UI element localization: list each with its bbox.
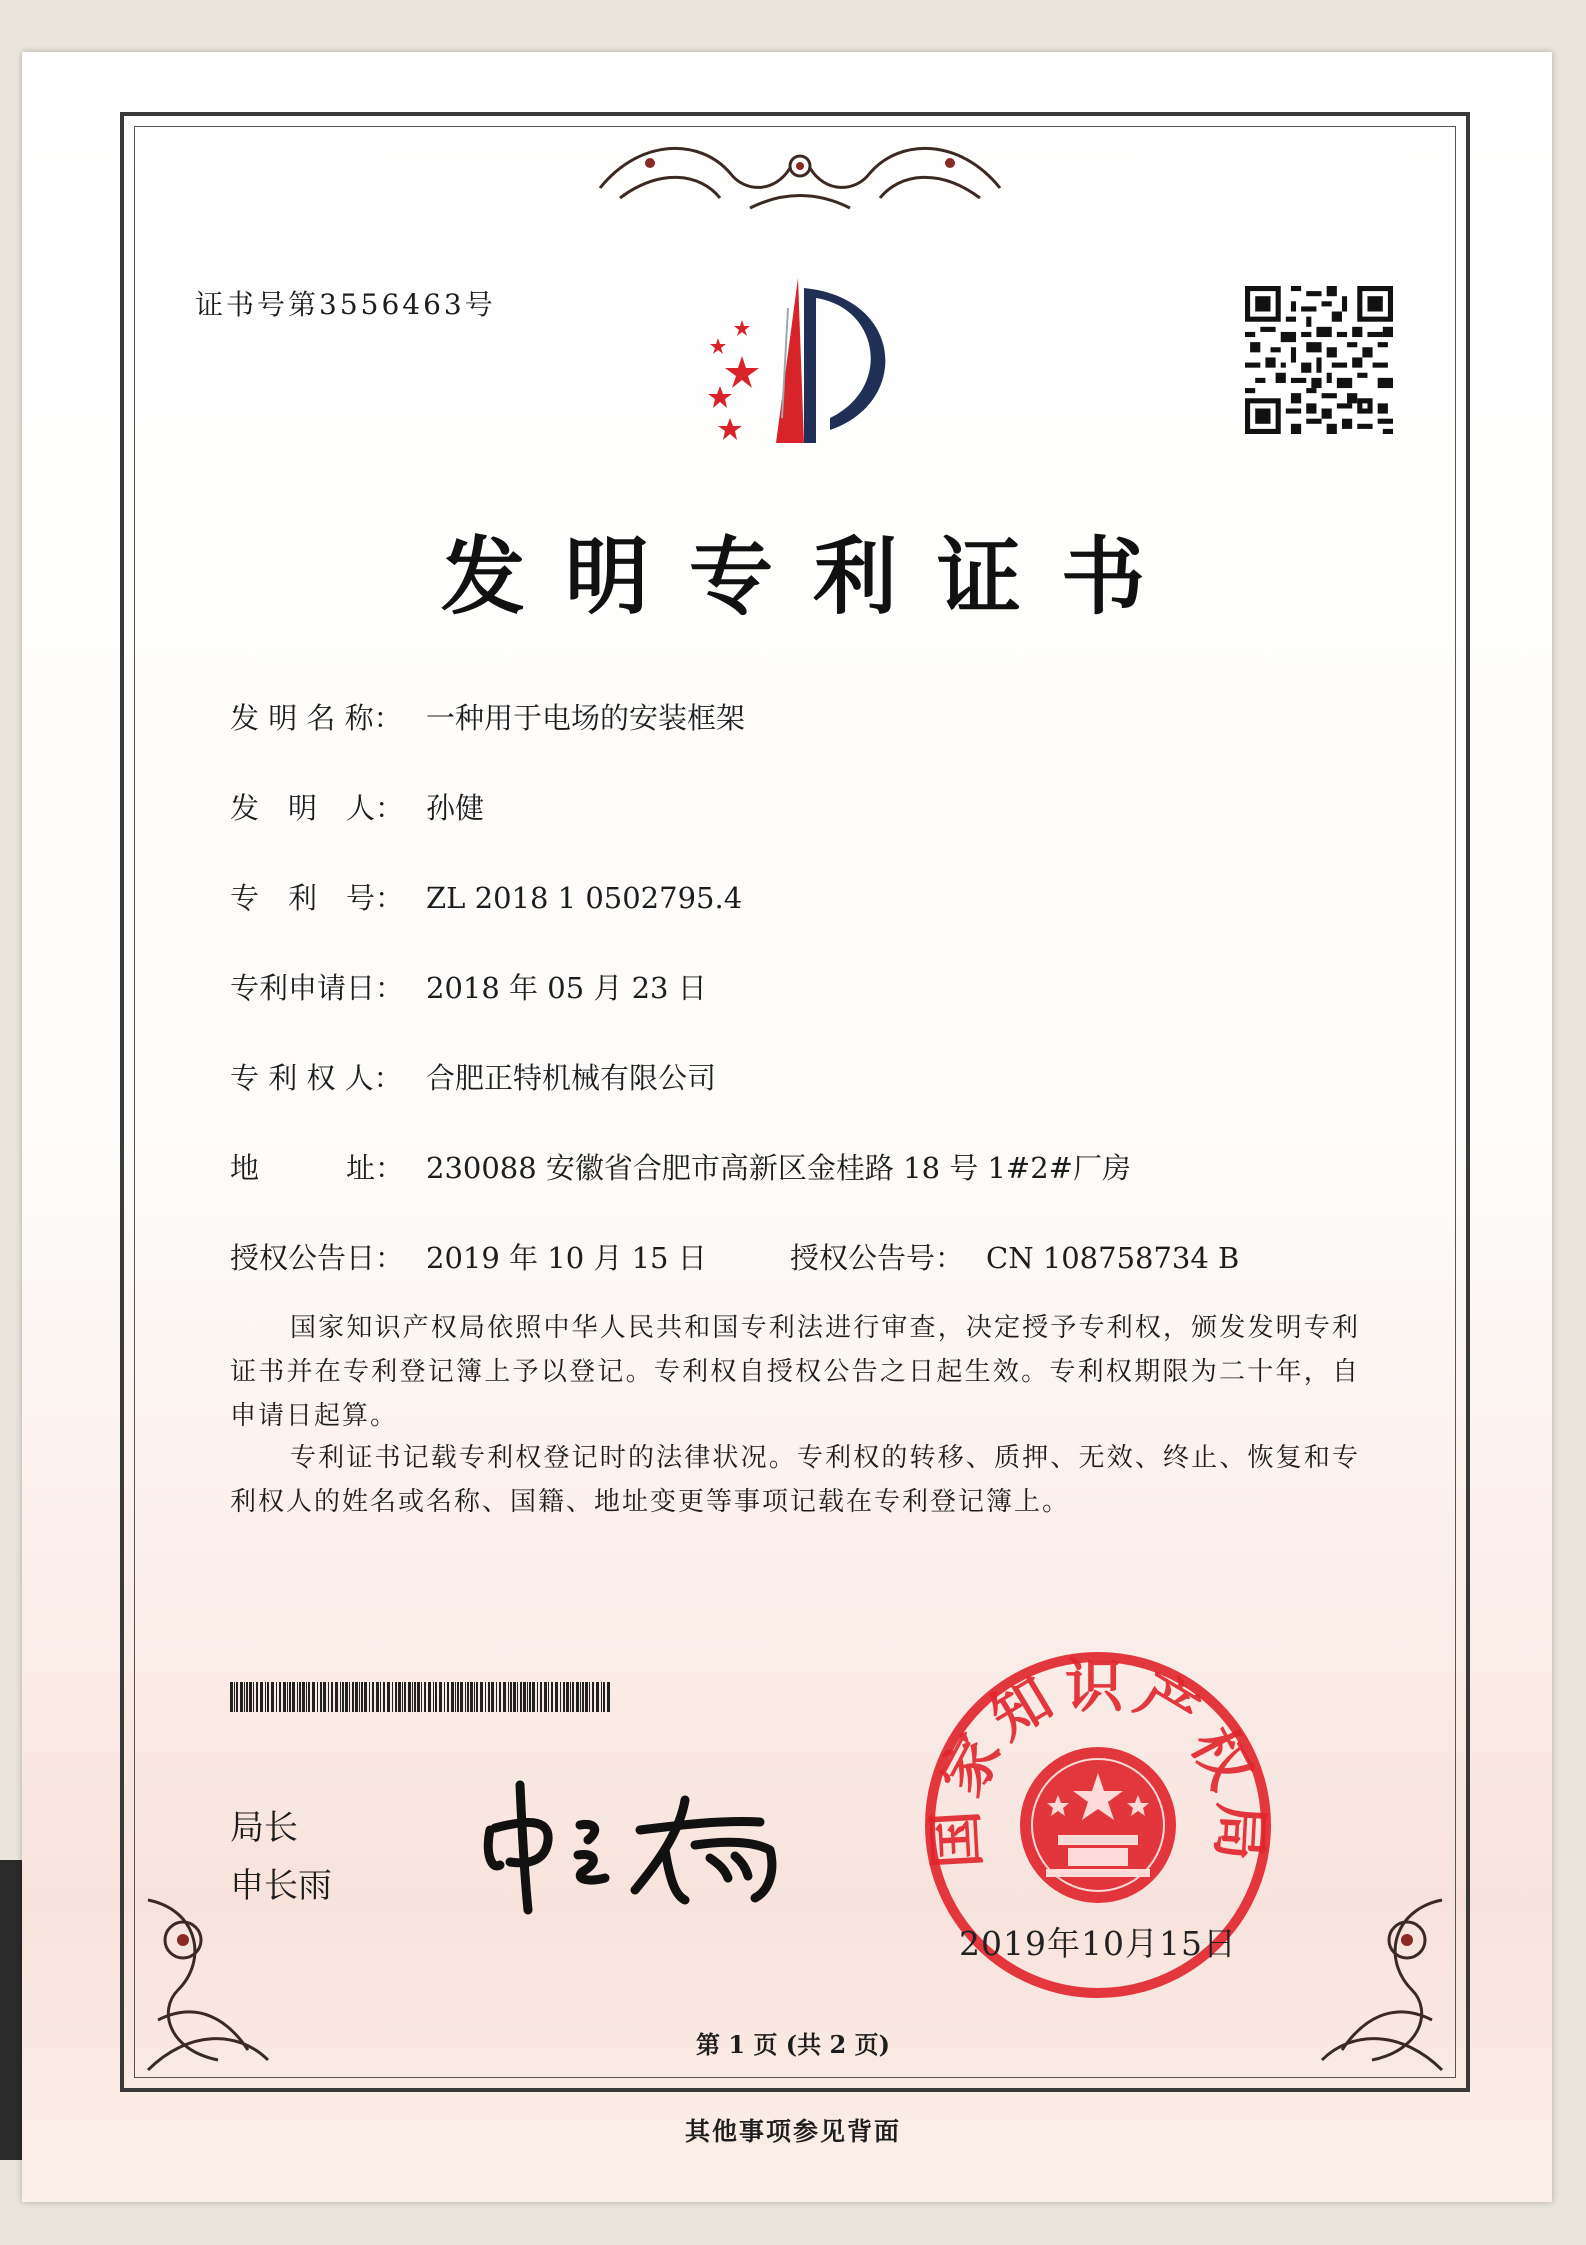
field-value: CN 108758734 B [986, 1241, 1240, 1275]
field-invention-name [230, 696, 745, 737]
field-label: 地 址： [230, 1151, 405, 1185]
field-label: 专 利 号： [230, 881, 405, 915]
page-number: 第 1 页 (共 2 页) [696, 2030, 890, 2059]
field-value: 孙健 [426, 791, 485, 825]
cnipa-emblem-icon [680, 268, 920, 458]
seal-date: 2019年10月15日 [959, 1924, 1237, 1963]
director-name: 申长雨 [230, 1866, 332, 1906]
field-announce-date [230, 1236, 707, 1277]
field-value: ZL 2018 1 0502795.4 [426, 881, 743, 915]
field-label: 发 明 人： [230, 791, 405, 825]
field-value: 230088 安徽省合肥市高新区金桂路 18 号 1#2#厂房 [426, 1151, 1131, 1185]
field-value: 2018 年 05 月 23 日 [426, 971, 707, 1005]
field-value: 一种用于电场的安装框架 [426, 701, 746, 735]
barcode-icon [230, 1682, 610, 1712]
seal-text: 国家知识产权局 [920, 1652, 1276, 1871]
field-value: 合肥正特机械有限公司 [426, 1061, 717, 1095]
field-label: 专 利 权 人： [230, 1061, 403, 1095]
field-label: 授权公告日： [230, 1241, 405, 1275]
field-value: 2019 年 10 月 15 日 [426, 1241, 707, 1275]
field-announce-no [790, 1236, 1239, 1277]
legal-paragraph-2: 专利证书记载专利权登记时的法律状况。专利权的转移、质押、无效、终止、恢复和专利权人的姓名或名称、国籍、地址变更等事项记载在专利登记簿上。 [230, 1443, 1360, 1517]
certificate-title: 发明专利证书 [440, 528, 1185, 626]
field-inventor [230, 786, 484, 827]
certificate-number: 证书号第3556463号 [195, 288, 496, 321]
back-note: 其他事项参见背面 [684, 2117, 901, 2146]
director-title: 局长 [230, 1808, 298, 1848]
signature-icon [470, 1770, 800, 1920]
legal-paragraph-1: 国家知识产权局依照中华人民共和国专利法进行审查，决定授予专利权，颁发发明专利证书并在专利登记簿上予以登记。专利权自授权公告之日起生效。专利权期限为二十年，自申请日起算。 [230, 1313, 1360, 1431]
top-ornament-icon [580, 128, 1020, 218]
field-patentee [230, 1056, 716, 1097]
field-label: 授权公告号： [790, 1241, 965, 1275]
field-address [230, 1146, 1131, 1187]
qr-code-icon [1245, 286, 1393, 434]
field-label: 发 明 名 称： [230, 701, 403, 735]
field-filing-date [230, 966, 707, 1007]
field-patent-no [230, 876, 742, 917]
field-label: 专利申请日： [230, 971, 405, 1005]
